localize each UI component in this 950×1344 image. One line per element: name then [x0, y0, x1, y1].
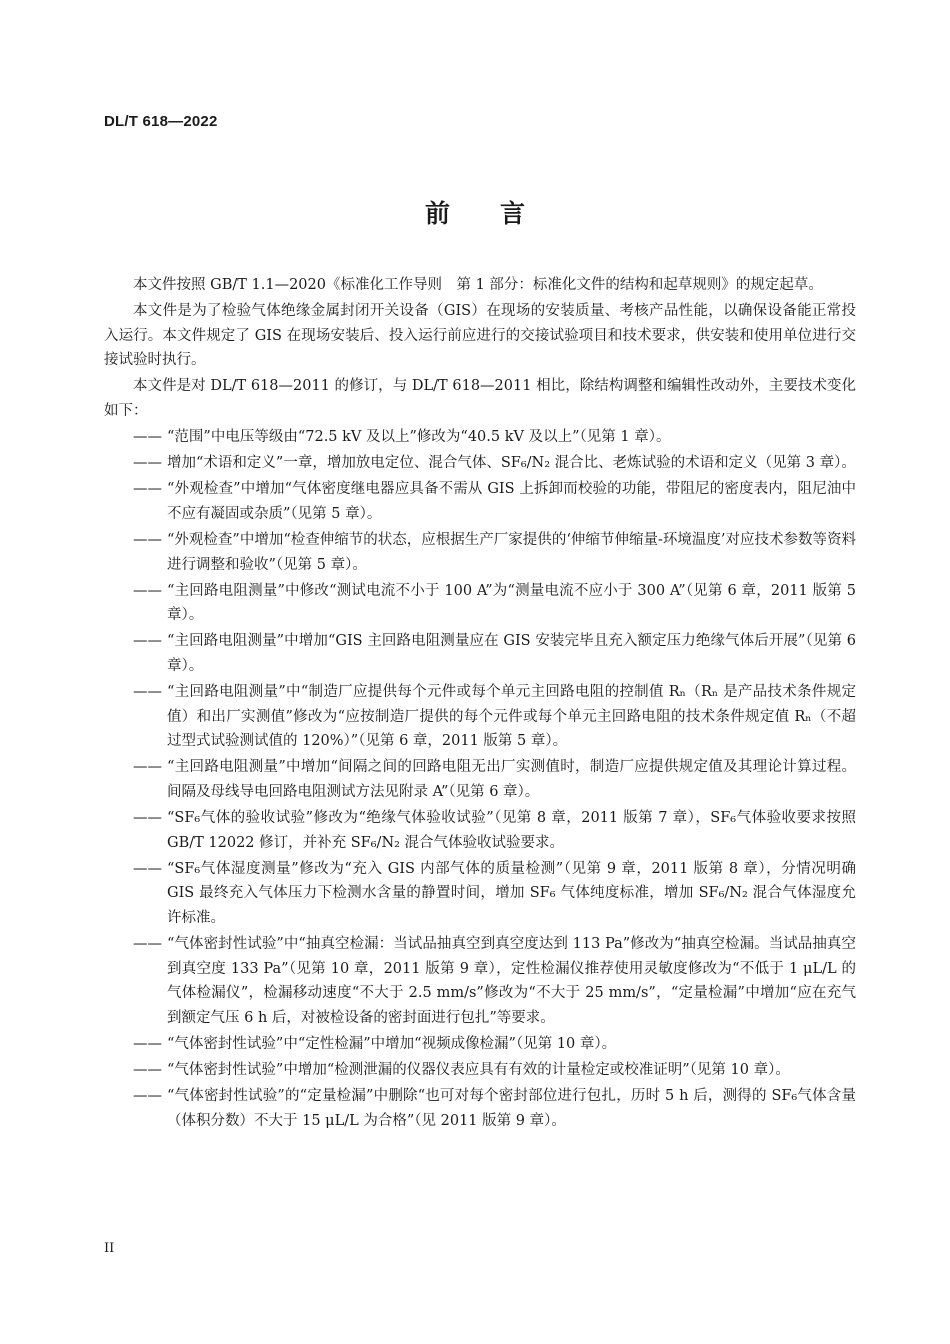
change-text: “主回路电阻测量”中修改“测试电流不小于 100 A”为“测量电流不应小于 300 A”（见第 6 章，2011 版第 5 章）。 — [167, 582, 856, 624]
change-list-item — [104, 451, 856, 476]
change-text: “主回路电阻测量”中增加“间隔之间的回路电阻无出厂实测值时，制造厂应提供规定值及其理论计算过程。间隔及母线导电回路电阻测试方法见附录 A”（见第 6 章）。 — [167, 759, 856, 800]
list-dash: —— — [133, 633, 162, 650]
list-dash: —— — [133, 531, 162, 548]
change-text: “SF₆气体的验收试验”修改为“绝缘气体验收试验”（见第 8 章，2011 版第 7 章），SF₆气体验收要求按照 GB/T 12022 修订，并补充 SF₆/N₂ 混合气体验收试验要求。 — [167, 809, 856, 851]
change-list-item — [104, 857, 856, 931]
document-code: DL/T 618—2022 — [104, 113, 218, 130]
change-text: “气体密封性试验”中增加“检测泄漏的仪器仪表应具有有效的计量检定或校准证明”（见第 10 章）。 — [167, 1061, 790, 1078]
list-dash: —— — [133, 582, 162, 599]
change-text: “范围”中电压等级由“72.5 kV 及以上”修改为“40.5 kV 及以上”（见第 1 章）。 — [167, 429, 671, 446]
change-list-item — [104, 579, 856, 628]
change-text: “主回路电阻测量”中增加“GIS 主回路电阻测量应在 GIS 安装完毕且充入额定压力绝缘气体后开展”（见第 6 章）。 — [167, 633, 856, 674]
intro-paragraph: 本文件是为了检验气体绝缘金属封闭开关设备（GIS）在现场的安装质量、考核产品性能，以确保设备能正常投入运行。本文件规定了 GIS 在现场安装后、投入运行前应进行的交接试验项目和技术要求，供安装和使用单位进行交接试验时执行。 — [104, 303, 856, 369]
change-text: “SF₆气体湿度测量”修改为“充入 GIS 内部气体的质量检测”（见第 9 章，2011 版第 8 章），分情况明确 GIS 最终充入气体压力下检测水含量的静置时间，增加 SF₆ 气体纯度标准，增加 SF₆/N₂ 混合气体湿度允许标准。 — [167, 860, 856, 926]
change-text: “气体密封性试验”中“定性检漏”中增加“视频成像检漏”（见第 10 章）。 — [167, 1035, 617, 1052]
list-dash: —— — [133, 481, 162, 498]
change-list-item — [104, 425, 856, 450]
change-text: “外观检查”中增加“气体密度继电器应具备不需从 GIS 上拆卸而校验的功能，带阻尼的密度表内，阻尼油中不应有凝固或杂质”（见第 5 章）。 — [167, 481, 856, 522]
change-text: “气体密封性试验”的“定量检漏”中删除“也可对每个密封部位进行包扎，历时 5 h 后，测得的 SF₆气体含量（体积分数）不大于 15 μL/L 为合格”（见 2011 版第 9 章）。 — [167, 1088, 856, 1129]
list-dash: —— — [133, 429, 162, 446]
list-dash: —— — [133, 809, 162, 826]
page-title: 前言 — [424, 199, 575, 228]
change-list-item — [104, 932, 856, 1030]
change-text: “外观检查”中增加“检查伸缩节的状态，应根据生产厂家提供的‘伸缩节伸缩量-环境温度’对应技术参数等资料进行调整和验收”（见第 5 章）。 — [167, 531, 856, 573]
change-list-item — [104, 1084, 856, 1133]
list-dash: —— — [133, 860, 162, 877]
change-text: “主回路电阻测量”中“制造厂应提供每个元件或每个单元主回路电阻的控制值 Rₙ（Rₙ 是产品技术条件规定值）和出厂实测值”修改为“应按制造厂提供的每个元件或每个单元主回路电阻的技术条件规定值 Rₙ（不超过型式试验测试值的 120%）”（见第 6 章，2011 版第 5 章）。 — [167, 684, 856, 750]
change-list-item — [104, 477, 856, 526]
change-text: “气体密封性试验”中“抽真空检漏：当试品抽真空到真空度达到 113 Pa”修改为“抽真空检漏。当试品抽真空到真空度 133 Pa”（见第 10 章，2011 版第 9 章），定性检漏仪推荐使用灵敏度修改为“不低于 1 μL/L 的气体检漏仪”，检漏移动速度“不大于 2.5 mm/s”修改为“不大于 25 mm/s”，“定量检漏”中增加“应在充气到额定气压 6 h 后，对被检设备的密封面进行包扎”等要求。 — [167, 935, 856, 1026]
change-list-item — [104, 1058, 856, 1083]
change-list-item — [104, 1032, 856, 1057]
change-text: 增加“术语和定义”一章，增加放电定位、混合气体、SF₆/N₂ 混合比、老炼试验的术语和定义（见第 3 章）。 — [167, 455, 856, 472]
list-dash: —— — [133, 759, 162, 776]
change-list-item — [104, 629, 856, 678]
page-number: II — [104, 1241, 115, 1256]
change-list-item — [104, 680, 856, 754]
list-dash: —— — [133, 684, 162, 700]
list-dash: —— — [133, 1035, 162, 1052]
list-dash: —— — [133, 1088, 162, 1104]
list-dash: —— — [133, 455, 162, 472]
list-dash: —— — [133, 935, 162, 952]
change-list-item — [104, 528, 856, 577]
intro-paragraph: 本文件按照 GB/T 1.1—2020《标准化工作导则 第 1 部分：标准化文件的结构和起草规则》的规定起草。 — [133, 277, 823, 293]
intro-paragraph: 本文件是对 DL/T 618—2011 的修订，与 DL/T 618—2011 相比，除结构调整和编辑性改动外，主要技术变化如下： — [104, 378, 856, 419]
change-list-item — [104, 755, 856, 804]
document-body — [104, 273, 856, 1135]
list-dash: —— — [133, 1061, 162, 1078]
change-list-item — [104, 806, 856, 855]
